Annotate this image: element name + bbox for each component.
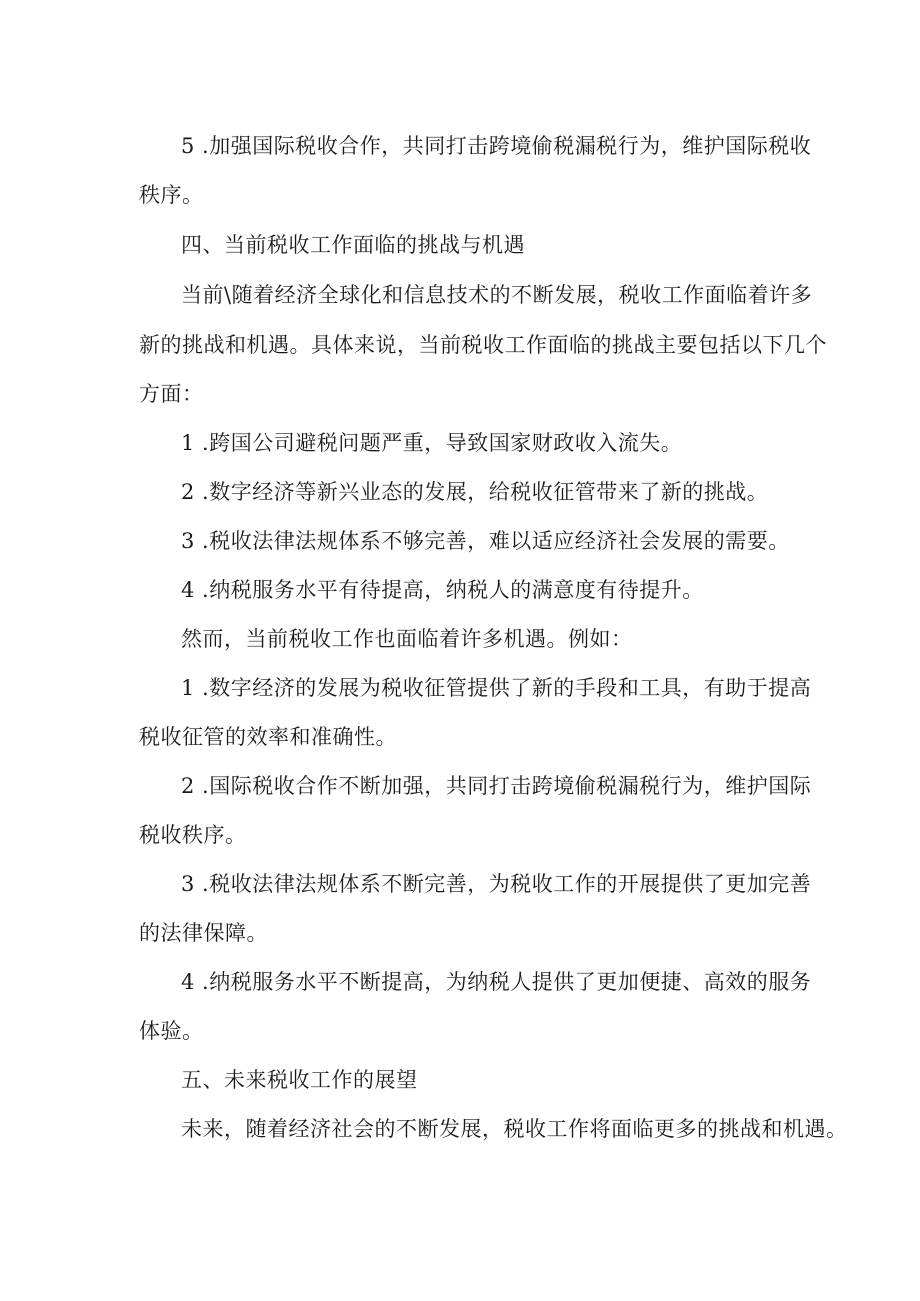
text-line-15: 税收秩序。 — [139, 823, 247, 847]
section-heading-5: 五、未来税收工作的展望 — [181, 1068, 418, 1092]
list-item-opportunity-1: 1 .数字经济的发展为税收征管提供了新的手段和工具，有助于提高 — [181, 676, 812, 700]
list-item-opportunity-2: 2 .国际税收合作不断加强，共同打击跨境偷税漏税行为，维护国际 — [181, 774, 812, 798]
text-line-13: 税收征管的效率和准确性。 — [139, 725, 397, 749]
text-line-2: 秩序。 — [139, 183, 204, 207]
list-item-opportunity-3: 3 .税收法律法规体系不断完善，为税收工作的开展提供了更加完善 — [181, 872, 812, 896]
text-line-21: 未来，随着经济社会的不断发展，税收工作将面临更多的挑战和机遇。 — [181, 1117, 848, 1141]
text-line-17: 的法律保障。 — [139, 921, 268, 945]
text-line-11: 然而，当前税收工作也面临着许多机遇。例如： — [181, 627, 633, 651]
text-line-19: 体验。 — [139, 1019, 204, 1043]
section-heading-4: 四、当前税收工作面临的挑战与机遇 — [181, 233, 525, 257]
text-line-6: 方面： — [139, 382, 204, 406]
text-line-4: 当前\随着经济全球化和信息技术的不断发展，税收工作面临着许多 — [181, 283, 813, 307]
list-item-challenge-2: 2 .数字经济等新兴业态的发展，给税收征管带来了新的挑战。 — [181, 480, 769, 504]
list-item-challenge-1: 1 .跨国公司避税问题严重，导致国家财政收入流失。 — [181, 431, 683, 455]
list-item-challenge-3: 3 .税收法律法规体系不够完善，难以适应经济社会发展的需要。 — [181, 529, 790, 553]
list-item-opportunity-4: 4 .纳税服务水平不断提高，为纳税人提供了更加便捷、高效的服务 — [181, 970, 812, 994]
text-line-5: 新的挑战和机遇。具体来说，当前税收工作面临的挑战主要包括以下几个 — [139, 333, 827, 357]
text-line-1: 5 .加强国际税收合作，共同打击跨境偷税漏税行为，维护国际税收 — [181, 134, 812, 158]
list-item-challenge-4: 4 .纳税服务水平有待提高，纳税人的满意度有待提升。 — [181, 578, 704, 602]
